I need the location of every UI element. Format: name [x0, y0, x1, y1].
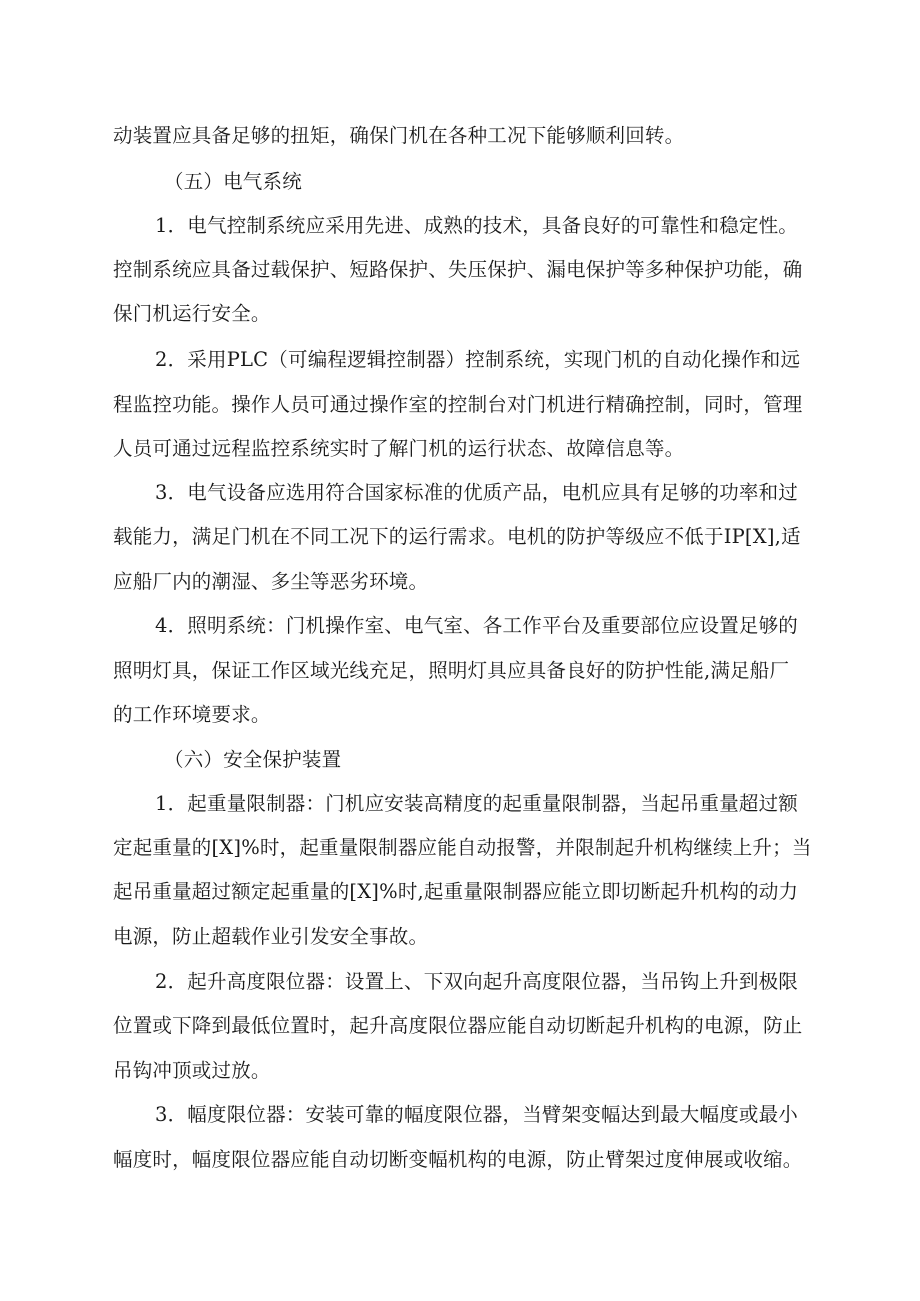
body-text-line: 起吊重量超过额定起重量的[X]%时,起重量限制器应能立即切断起升机构的动力 — [113, 880, 799, 903]
body-text-line: 幅度时，幅度限位器应能自动切断变幅机构的电源，防止臂架过度伸展或收缩。 — [113, 1148, 803, 1171]
body-text-line: 3．电气设备应选用符合国家标准的优质产品，电机应具有足够的功率和过 — [155, 481, 799, 504]
body-text-line: 的工作环境要求。 — [113, 703, 271, 726]
body-text-line: 照明灯具，保证工作区域光线充足，照明灯具应具备良好的防护性能,满足船厂 — [113, 659, 790, 682]
body-text-line: 4．照明系统：门机操作室、电气室、各工作平台及重要部位应设置足够的 — [155, 614, 799, 637]
body-text-line: 电源，防止超载作业引发安全事故。 — [113, 925, 429, 948]
body-text-line: 3．幅度限位器：安装可靠的幅度限位器，当臂架变幅达到最大幅度或最小 — [155, 1103, 799, 1126]
body-text-line: 1．电气控制系统应采用先进、成熟的技术，具备良好的可靠性和稳定性。 — [155, 214, 799, 237]
body-text-line: 人员可通过远程监控系统实时了解门机的运行状态、故障信息等。 — [113, 437, 685, 460]
body-text-line: 2．起升高度限位器：设置上、下双向起升高度限位器，当吊钩上升到极限 — [155, 970, 799, 993]
body-text-line: 吊钩冲顶或过放。 — [113, 1059, 271, 1082]
body-text-line: 程监控功能。操作人员可通过操作室的控制台对门机进行精确控制，同时，管理 — [113, 393, 803, 416]
body-text-line: 控制系统应具备过载保护、短路保护、失压保护、漏电保护等多种保护功能，确 — [113, 258, 803, 281]
body-text-line: 应船厂内的潮湿、多尘等恶劣环境。 — [113, 570, 429, 593]
body-text-line: 载能力，满足门机在不同工况下的运行需求。电机的防护等级应不低于IP[X],适 — [113, 525, 801, 548]
body-text-line: 动装置应具备足够的扭矩，确保门机在各种工况下能够顺利回转。 — [113, 124, 685, 147]
section-heading-safety: （六）安全保护装置 — [164, 748, 342, 771]
section-heading-electrical: （五）电气系统 — [164, 170, 302, 193]
body-text-line: 位置或下降到最低位置时，起升高度限位器应能自动切断起升机构的电源，防止 — [113, 1014, 803, 1037]
body-text-line: 定起重量的[X]%时，起重量限制器应能自动报警，并限制起升机构继续上升；当 — [113, 836, 812, 859]
body-text-line: 2．采用PLC（可编程逻辑控制器）控制系统，实现门机的自动化操作和远 — [155, 348, 801, 371]
body-text-line: 保门机运行安全。 — [113, 302, 271, 325]
body-text-line: 1．起重量限制器：门机应安装高精度的起重量限制器，当起吊重量超过额 — [155, 792, 799, 815]
